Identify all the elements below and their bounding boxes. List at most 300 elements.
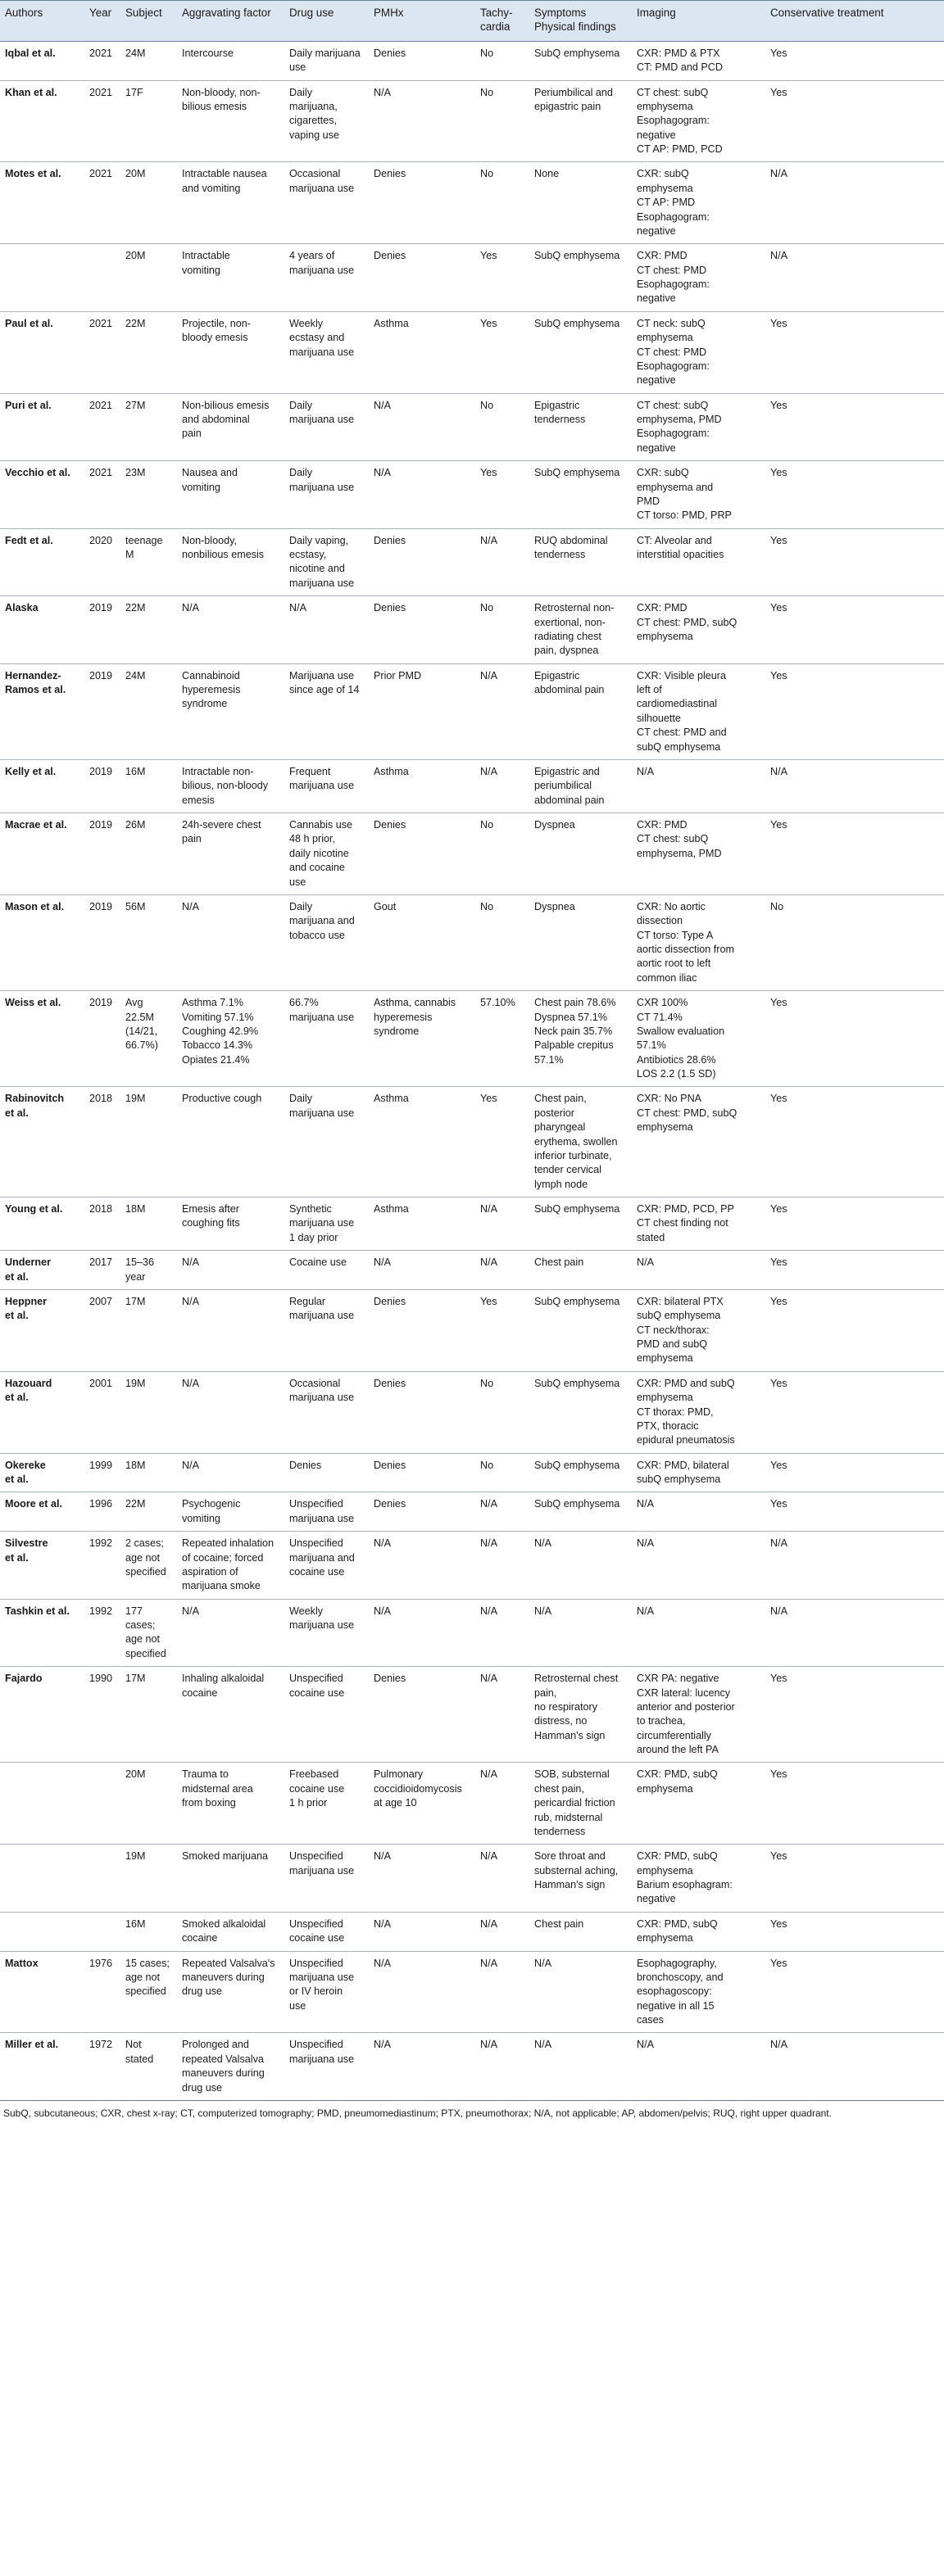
cell-drug-use: Regular marijuana use [284, 1289, 369, 1371]
cell-author: Silvestre et al. [0, 1532, 84, 1600]
header-symptoms: Symptoms Physical findings [529, 1, 632, 42]
cell-symptoms: SubQ emphysema [529, 1492, 632, 1532]
cell-author: Mason et al. [0, 894, 84, 990]
cell-author: Mattox [0, 1951, 84, 2033]
cell-author: Vecchio et al. [0, 461, 84, 529]
cell-symptoms: Epigastric abdominal pain [529, 663, 632, 759]
cell-tachycardia: Yes [475, 311, 529, 393]
cell-imaging: Esophagography, bronchoscopy, and esophagoscopy: negative in all 15 cases [632, 1951, 765, 2033]
cell-pmhx: Asthma, cannabis hyperemesis syndrome [369, 991, 475, 1087]
table-row [0, 813, 944, 895]
cell-tachycardia: N/A [475, 1912, 529, 1951]
table-row [0, 41, 944, 80]
cell-imaging: CXR: PMD and subQ emphysema CT thorax: PMD, PTX, thoracic epidural pneumatosis [632, 1371, 765, 1453]
cell-subject: 17M [120, 1667, 177, 1763]
cell-pmhx: N/A [369, 2033, 475, 2101]
cell-pmhx: N/A [369, 1532, 475, 1600]
cell-conservative-treatment: Yes [765, 1251, 944, 1290]
cell-pmhx: N/A [369, 1599, 475, 1667]
cell-author: Iqbal et al. [0, 41, 84, 80]
header-year: Year [84, 1, 120, 42]
cell-author [0, 1845, 84, 1913]
cell-year: 1992 [84, 1532, 120, 1600]
cell-drug-use: Unspecified cocaine use [284, 1667, 369, 1763]
cell-subject: 56M [120, 894, 177, 990]
cell-pmhx: N/A [369, 1912, 475, 1951]
table-row [0, 1912, 944, 1951]
cell-pmhx: Denies [369, 41, 475, 80]
table-row [0, 1951, 944, 2033]
cell-author: Rabinovitch et al. [0, 1087, 84, 1197]
cell-symptoms: Epigastric and periumbilical abdominal pain [529, 759, 632, 813]
table-row [0, 1453, 944, 1492]
cell-conservative-treatment: Yes [765, 1763, 944, 1845]
cell-symptoms: N/A [529, 2033, 632, 2101]
cell-drug-use: Unspecified marijuana use [284, 1492, 369, 1532]
table-row [0, 393, 944, 461]
cell-year: 1996 [84, 1492, 120, 1532]
cell-author: Hernandez- Ramos et al. [0, 663, 84, 759]
cell-aggravating-factor: N/A [177, 1453, 284, 1492]
cell-year: 2021 [84, 80, 120, 162]
cell-tachycardia: 57.10% [475, 991, 529, 1087]
cell-conservative-treatment: Yes [765, 1951, 944, 2033]
table-row [0, 2033, 944, 2101]
cell-conservative-treatment: Yes [765, 1453, 944, 1492]
cell-year: 1999 [84, 1453, 120, 1492]
cell-aggravating-factor: Smoked alkaloidal cocaine [177, 1912, 284, 1951]
cell-symptoms: Periumbilical and epigastric pain [529, 80, 632, 162]
table-row [0, 1763, 944, 1845]
cell-pmhx: Denies [369, 1667, 475, 1763]
cell-author: Fedt et al. [0, 528, 84, 596]
cell-drug-use: Unspecified marijuana and cocaine use [284, 1532, 369, 1600]
cell-subject: 17F [120, 80, 177, 162]
cell-imaging: CT neck: subQ emphysema CT chest: PMD Esophagogram: negative [632, 311, 765, 393]
cell-imaging: CXR: PMD & PTX CT: PMD and PCD [632, 41, 765, 80]
cell-year: 1992 [84, 1599, 120, 1667]
table-row [0, 1599, 944, 1667]
table-header-row [0, 1, 944, 42]
cell-conservative-treatment: Yes [765, 393, 944, 461]
cell-symptoms: SubQ emphysema [529, 1197, 632, 1251]
table-row [0, 1845, 944, 1913]
cell-pmhx: Denies [369, 1453, 475, 1492]
header-drug-use: Drug use [284, 1, 369, 42]
cell-author: Macrae et al. [0, 813, 84, 895]
cell-author: Khan et al. [0, 80, 84, 162]
table-row [0, 759, 944, 813]
cell-symptoms: SubQ emphysema [529, 1453, 632, 1492]
cell-aggravating-factor: Intractable non- bilious, non-bloody emesis [177, 759, 284, 813]
cell-tachycardia: N/A [475, 1197, 529, 1251]
cell-tachycardia: No [475, 894, 529, 990]
cell-subject: 17M [120, 1289, 177, 1371]
cell-drug-use: Frequent marijuana use [284, 759, 369, 813]
cell-conservative-treatment: Yes [765, 1371, 944, 1453]
cell-aggravating-factor: N/A [177, 1289, 284, 1371]
table-row [0, 1371, 944, 1453]
cell-author: Young et al. [0, 1197, 84, 1251]
cell-pmhx: Denies [369, 1289, 475, 1371]
cell-conservative-treatment: Yes [765, 1289, 944, 1371]
cell-symptoms: Chest pain 78.6% Dyspnea 57.1% Neck pain 35.7% Palpable crepitus 57.1% [529, 991, 632, 1087]
cell-pmhx: Denies [369, 596, 475, 664]
cell-imaging: N/A [632, 1492, 765, 1532]
cell-author: Heppner et al. [0, 1289, 84, 1371]
cell-tachycardia: No [475, 1453, 529, 1492]
cell-conservative-treatment: Yes [765, 1667, 944, 1763]
cell-pmhx: Denies [369, 162, 475, 244]
cell-author [0, 1912, 84, 1951]
cell-conservative-treatment: Yes [765, 41, 944, 80]
cell-year: 2019 [84, 596, 120, 664]
cell-subject: 2 cases; age not specified [120, 1532, 177, 1600]
cell-pmhx: Gout [369, 894, 475, 990]
cell-subject: 24M [120, 663, 177, 759]
cell-subject: 19M [120, 1371, 177, 1453]
cell-author: Weiss et al. [0, 991, 84, 1087]
table-row [0, 1289, 944, 1371]
cell-subject: 177 cases; age not specified [120, 1599, 177, 1667]
table-row [0, 461, 944, 529]
header-conservative-treatment: Conservative treatment [765, 1, 944, 42]
cell-imaging: CXR: No PNA CT chest: PMD, subQ emphysema [632, 1087, 765, 1197]
cell-drug-use: Weekly marijuana use [284, 1599, 369, 1667]
cell-subject: 15 cases; age not specified [120, 1951, 177, 2033]
cell-symptoms: Epigastric tenderness [529, 393, 632, 461]
cell-conservative-treatment: N/A [765, 759, 944, 813]
cell-conservative-treatment: N/A [765, 1532, 944, 1600]
cell-aggravating-factor: Repeated Valsalva's maneuvers during drug use [177, 1951, 284, 2033]
cell-aggravating-factor: N/A [177, 894, 284, 990]
table-row [0, 663, 944, 759]
header-authors: Authors [0, 1, 84, 42]
cell-author: Okereke et al. [0, 1453, 84, 1492]
table-row [0, 80, 944, 162]
cell-pmhx: Pulmonary coccidioidomycosis at age 10 [369, 1763, 475, 1845]
cell-pmhx: Denies [369, 244, 475, 312]
cell-pmhx: N/A [369, 1251, 475, 1290]
cell-tachycardia: Yes [475, 244, 529, 312]
cell-drug-use: Daily marijuana, cigarettes, vaping use [284, 80, 369, 162]
cell-tachycardia: No [475, 41, 529, 80]
cell-conservative-treatment: Yes [765, 1087, 944, 1197]
cell-drug-use: Weekly ecstasy and marijuana use [284, 311, 369, 393]
cell-drug-use: 4 years of marijuana use [284, 244, 369, 312]
cell-conservative-treatment: Yes [765, 596, 944, 664]
cell-tachycardia: No [475, 1371, 529, 1453]
cell-tachycardia: N/A [475, 759, 529, 813]
cell-pmhx: N/A [369, 1845, 475, 1913]
cell-pmhx: N/A [369, 1951, 475, 2033]
cell-symptoms: None [529, 162, 632, 244]
cell-conservative-treatment: Yes [765, 1492, 944, 1532]
cell-aggravating-factor: Productive cough [177, 1087, 284, 1197]
table-body [0, 41, 944, 2100]
header-subject: Subject [120, 1, 177, 42]
cell-year: 2019 [84, 663, 120, 759]
cell-author: Underner et al. [0, 1251, 84, 1290]
cell-drug-use: N/A [284, 596, 369, 664]
cell-drug-use: Daily marijuana use [284, 1087, 369, 1197]
cell-imaging: CXR: PMD CT chest: PMD, subQ emphysema [632, 596, 765, 664]
cell-imaging: CXR: PMD CT chest: subQ emphysema, PMD [632, 813, 765, 895]
cell-author: Puri et al. [0, 393, 84, 461]
cell-imaging: CXR: No aortic dissection CT torso: Type A aortic dissection from aortic root to left common iliac [632, 894, 765, 990]
cell-tachycardia: N/A [475, 1667, 529, 1763]
cell-symptoms: N/A [529, 1532, 632, 1600]
table-row [0, 1492, 944, 1532]
cell-imaging: N/A [632, 1599, 765, 1667]
cell-tachycardia: Yes [475, 461, 529, 529]
cell-tachycardia: N/A [475, 1251, 529, 1290]
cell-tachycardia: N/A [475, 1492, 529, 1532]
cell-imaging: CXR: PMD CT chest: PMD Esophagogram: negative [632, 244, 765, 312]
table-row [0, 311, 944, 393]
cell-symptoms: N/A [529, 1599, 632, 1667]
cell-aggravating-factor: Nausea and vomiting [177, 461, 284, 529]
cell-symptoms: Chest pain, posterior pharyngeal erythema, swollen inferior turbinate, tender cervical lymph node [529, 1087, 632, 1197]
cell-aggravating-factor: Psychogenic vomiting [177, 1492, 284, 1532]
cell-pmhx: Denies [369, 1371, 475, 1453]
cell-year: 2019 [84, 759, 120, 813]
cell-subject: 20M [120, 1763, 177, 1845]
cell-symptoms: N/A [529, 1951, 632, 2033]
cell-year: 2019 [84, 894, 120, 990]
cell-aggravating-factor: Cannabinoid hyperemesis syndrome [177, 663, 284, 759]
cell-subject: teenage M [120, 528, 177, 596]
cell-year: 2001 [84, 1371, 120, 1453]
cell-year [84, 244, 120, 312]
cell-year: 2019 [84, 813, 120, 895]
cell-symptoms: SOB, substernal chest pain, pericardial friction rub, midsternal tenderness [529, 1763, 632, 1845]
cell-year: 2007 [84, 1289, 120, 1371]
cell-year: 2021 [84, 311, 120, 393]
cell-imaging: CXR: PMD, PCD, PP CT chest finding not stated [632, 1197, 765, 1251]
cell-author [0, 244, 84, 312]
cell-imaging: N/A [632, 1251, 765, 1290]
cell-symptoms: Sore throat and substernal aching, Hamman's sign [529, 1845, 632, 1913]
cell-pmhx: Asthma [369, 1197, 475, 1251]
cell-year: 2018 [84, 1197, 120, 1251]
cell-aggravating-factor: Intractable vomiting [177, 244, 284, 312]
cell-tachycardia: Yes [475, 1289, 529, 1371]
cell-year: 1976 [84, 1951, 120, 2033]
cell-symptoms: Chest pain [529, 1251, 632, 1290]
table-row [0, 1087, 944, 1197]
cell-tachycardia: N/A [475, 1599, 529, 1667]
cell-subject: 15–36 year [120, 1251, 177, 1290]
cell-conservative-treatment: Yes [765, 813, 944, 895]
cell-drug-use: Freebased cocaine use 1 h prior [284, 1763, 369, 1845]
cell-subject: 22M [120, 311, 177, 393]
cell-drug-use: Unspecified marijuana use [284, 1845, 369, 1913]
cell-pmhx: N/A [369, 393, 475, 461]
cell-conservative-treatment: Yes [765, 461, 944, 529]
table-footnote: SubQ, subcutaneous; CXR, chest x-ray; CT, computerized tomography; PMD, pneumomediastinum; PTX, pneumothorax; N/A, not applicable; AP, abdomen/pelvis; RUQ, right upper quadrant. [3, 2107, 832, 2119]
cell-drug-use: Cannabis use 48 h prior, daily nicotine and cocaine use [284, 813, 369, 895]
cell-author: Alaska [0, 596, 84, 664]
cell-year: 2020 [84, 528, 120, 596]
table-row [0, 1251, 944, 1290]
cell-tachycardia: N/A [475, 1532, 529, 1600]
table-row [0, 894, 944, 990]
cell-imaging: CXR: PMD, subQ emphysema [632, 1912, 765, 1951]
cell-subject: 27M [120, 393, 177, 461]
table-row [0, 991, 944, 1087]
cell-drug-use: Occasional marijuana use [284, 1371, 369, 1453]
cell-drug-use: Daily marijuana use [284, 41, 369, 80]
cell-conservative-treatment: Yes [765, 663, 944, 759]
cell-imaging: CXR: subQ emphysema and PMD CT torso: PMD, PRP [632, 461, 765, 529]
cell-aggravating-factor: Non-bloody, non- bilious emesis [177, 80, 284, 162]
header-tachycardia: Tachy- cardia [475, 1, 529, 42]
cell-year [84, 1845, 120, 1913]
cell-subject: 19M [120, 1845, 177, 1913]
cell-symptoms: SubQ emphysema [529, 1371, 632, 1453]
cell-drug-use: Occasional marijuana use [284, 162, 369, 244]
cell-author: Paul et al. [0, 311, 84, 393]
cell-tachycardia: Yes [475, 1087, 529, 1197]
cell-tachycardia: N/A [475, 528, 529, 596]
cell-aggravating-factor: Prolonged and repeated Valsalva maneuvers during drug use [177, 2033, 284, 2101]
cell-author: Moore et al. [0, 1492, 84, 1532]
cell-year: 2021 [84, 41, 120, 80]
cell-subject: 18M [120, 1197, 177, 1251]
cell-imaging: CXR: bilateral PTX subQ emphysema CT neck/thorax: PMD and subQ emphysema [632, 1289, 765, 1371]
cell-drug-use: Daily marijuana use [284, 393, 369, 461]
cell-aggravating-factor: N/A [177, 1251, 284, 1290]
cell-author: Fajardo [0, 1667, 84, 1763]
cell-aggravating-factor: Repeated inhalation of cocaine; forced aspiration of marijuana smoke [177, 1532, 284, 1600]
cell-pmhx: Asthma [369, 311, 475, 393]
cell-tachycardia: No [475, 813, 529, 895]
cell-conservative-treatment: Yes [765, 528, 944, 596]
header-aggravating-factor: Aggravating factor [177, 1, 284, 42]
cell-year: 2021 [84, 162, 120, 244]
cell-drug-use: Denies [284, 1453, 369, 1492]
table-row [0, 162, 944, 244]
cell-imaging: CXR PA: negative CXR lateral: lucency anterior and posterior to trachea, circumferentially around the left PA [632, 1667, 765, 1763]
cell-imaging: CXR: PMD, subQ emphysema Barium esophagram: negative [632, 1845, 765, 1913]
cell-pmhx: N/A [369, 80, 475, 162]
table-row [0, 1667, 944, 1763]
cell-conservative-treatment: Yes [765, 1912, 944, 1951]
cell-aggravating-factor: Non-bloody, nonbilious emesis [177, 528, 284, 596]
cell-conservative-treatment: Yes [765, 311, 944, 393]
cell-subject: Avg 22.5M (14/21, 66.7%) [120, 991, 177, 1087]
cell-author: Hazouard et al. [0, 1371, 84, 1453]
cell-pmhx: Denies [369, 1492, 475, 1532]
cell-year: 2019 [84, 991, 120, 1087]
cell-year: 2017 [84, 1251, 120, 1290]
cell-symptoms: Chest pain [529, 1912, 632, 1951]
cell-pmhx: Prior PMD [369, 663, 475, 759]
cell-subject: 20M [120, 244, 177, 312]
cell-subject: 19M [120, 1087, 177, 1197]
cell-conservative-treatment: Yes [765, 1845, 944, 1913]
cell-pmhx: Denies [369, 813, 475, 895]
cell-subject: 20M [120, 162, 177, 244]
cell-imaging: CXR: PMD, bilateral subQ emphysema [632, 1453, 765, 1492]
cell-drug-use: 66.7% marijuana use [284, 991, 369, 1087]
cell-year: 2021 [84, 393, 120, 461]
cell-drug-use: Synthetic marijuana use 1 day prior [284, 1197, 369, 1251]
cell-symptoms: SubQ emphysema [529, 311, 632, 393]
cell-imaging: CT chest: subQ emphysema Esophagogram: negative CT AP: PMD, PCD [632, 80, 765, 162]
cell-drug-use: Cocaine use [284, 1251, 369, 1290]
cell-conservative-treatment: No [765, 894, 944, 990]
cell-tachycardia: N/A [475, 1845, 529, 1913]
cell-pmhx: Denies [369, 528, 475, 596]
cell-aggravating-factor: 24h-severe chest pain [177, 813, 284, 895]
cell-drug-use: Unspecified marijuana use or IV heroin use [284, 1951, 369, 2033]
table-row [0, 244, 944, 312]
cell-tachycardia: N/A [475, 2033, 529, 2101]
cell-year [84, 1763, 120, 1845]
cell-imaging: N/A [632, 759, 765, 813]
cell-symptoms: SubQ emphysema [529, 1289, 632, 1371]
cell-year: 1990 [84, 1667, 120, 1763]
cell-conservative-treatment: N/A [765, 244, 944, 312]
cell-imaging: CXR: Visible pleura left of cardiomediastinal silhouette CT chest: PMD and subQ emphysema [632, 663, 765, 759]
cell-author [0, 1763, 84, 1845]
cell-subject: 22M [120, 596, 177, 664]
cell-year [84, 1912, 120, 1951]
cell-aggravating-factor: Inhaling alkaloidal cocaine [177, 1667, 284, 1763]
cell-aggravating-factor: Intractable nausea and vomiting [177, 162, 284, 244]
cell-drug-use: Daily marijuana use [284, 461, 369, 529]
cell-symptoms: SubQ emphysema [529, 461, 632, 529]
cell-tachycardia: No [475, 162, 529, 244]
cell-subject: 23M [120, 461, 177, 529]
cell-aggravating-factor: N/A [177, 596, 284, 664]
cell-aggravating-factor: Projectile, non- bloody emesis [177, 311, 284, 393]
cell-drug-use: Daily vaping, ecstasy, nicotine and marijuana use [284, 528, 369, 596]
cell-tachycardia: N/A [475, 1763, 529, 1845]
cell-aggravating-factor: Smoked marijuana [177, 1845, 284, 1913]
cell-subject: 24M [120, 41, 177, 80]
cell-tachycardia: No [475, 80, 529, 162]
cell-symptoms: RUQ abdominal tenderness [529, 528, 632, 596]
cell-subject: Not stated [120, 2033, 177, 2101]
cell-imaging: N/A [632, 1532, 765, 1600]
table-row [0, 1197, 944, 1251]
cell-subject: 16M [120, 1912, 177, 1951]
cell-conservative-treatment: Yes [765, 1197, 944, 1251]
cell-imaging: CXR: PMD, subQ emphysema [632, 1763, 765, 1845]
cell-year: 2018 [84, 1087, 120, 1197]
cell-imaging: CXR 100% CT 71.4% Swallow evaluation 57.1% Antibiotics 28.6% LOS 2.2 (1.5 SD) [632, 991, 765, 1087]
cell-author: Tashkin et al. [0, 1599, 84, 1667]
cell-drug-use: Marijuana use since age of 14 [284, 663, 369, 759]
cell-aggravating-factor: Asthma 7.1% Vomiting 57.1% Coughing 42.9% Tobacco 14.3% Opiates 21.4% [177, 991, 284, 1087]
cell-conservative-treatment: N/A [765, 2033, 944, 2101]
cell-subject: 22M [120, 1492, 177, 1532]
table-row [0, 596, 944, 664]
cell-symptoms: Dyspnea [529, 813, 632, 895]
cell-symptoms: SubQ emphysema [529, 41, 632, 80]
cell-tachycardia: No [475, 596, 529, 664]
cell-imaging: CT chest: subQ emphysema, PMD Esophagogram: negative [632, 393, 765, 461]
cell-drug-use: Daily marijuana and tobacco use [284, 894, 369, 990]
cell-tachycardia: N/A [475, 663, 529, 759]
cell-symptoms: Dyspnea [529, 894, 632, 990]
cell-imaging: N/A [632, 2033, 765, 2101]
cell-subject: 18M [120, 1453, 177, 1492]
cell-aggravating-factor: Emesis after coughing fits [177, 1197, 284, 1251]
